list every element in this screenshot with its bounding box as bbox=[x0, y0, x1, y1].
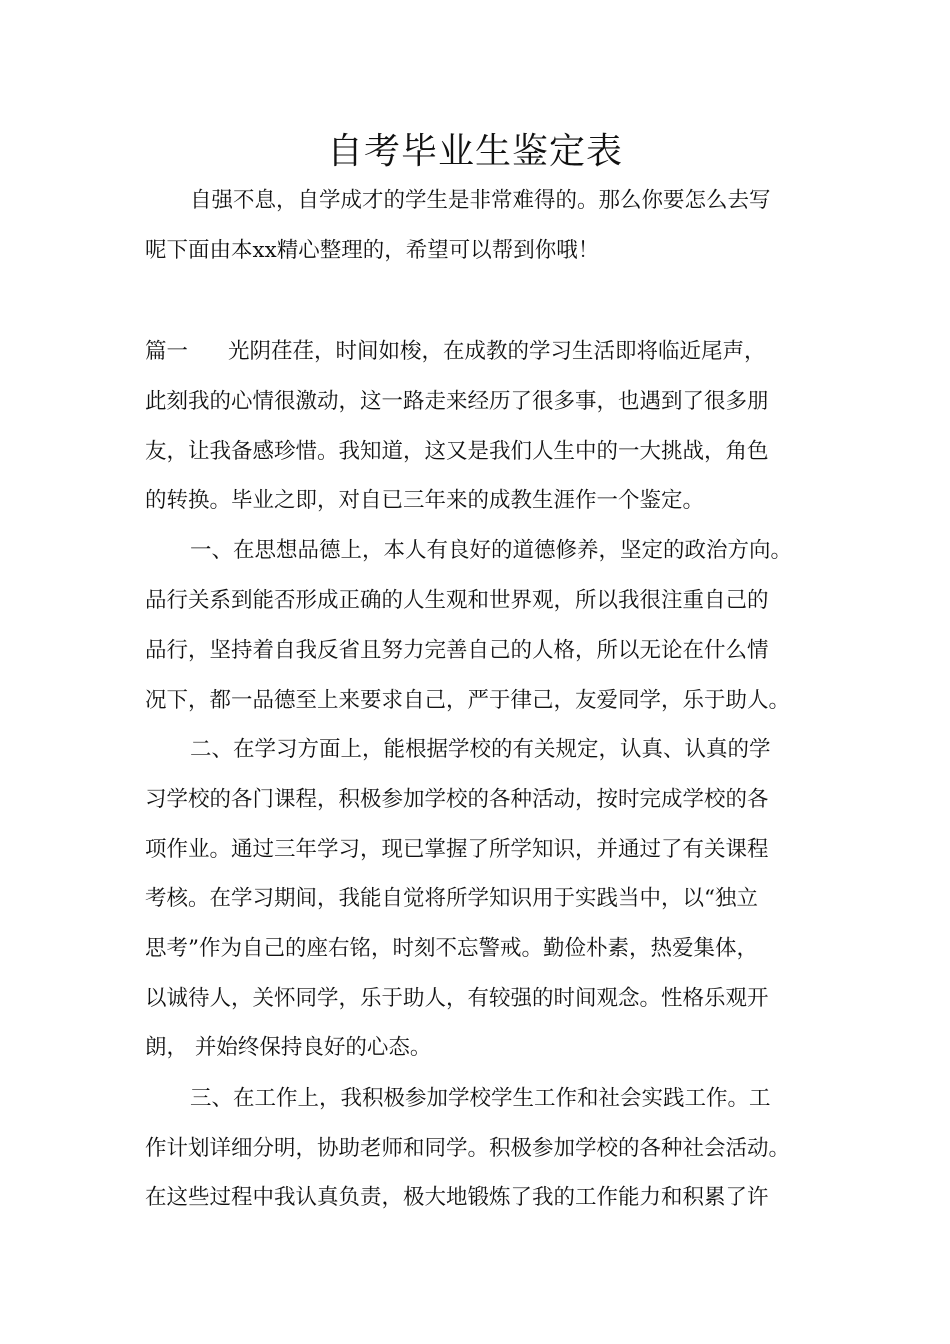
paragraph-1-line-4: 况下，都一品德至上来要求自己，严于律己，友爱同学，乐于助人。 bbox=[145, 688, 791, 713]
paragraph-3-line-2: 作计划详细分明，协助老师和同学。积极参加学校的各种社会活动。 bbox=[145, 1136, 791, 1161]
body-line-3: 的转换。毕业之即，对自已三年来的成教生涯作一个鉴定。 bbox=[145, 488, 705, 513]
intro-line-1: 自强不息，自学成才的学生是非常难得的。那么你要怎么去写 bbox=[190, 188, 771, 213]
paragraph-1-line-3: 品行，坚持着自我反省且努力完善自己的人格，所以无论在什么情 bbox=[145, 638, 769, 663]
section-label: 篇一 bbox=[145, 339, 189, 364]
intro-line-2: 呢下面由本xx精心整理的，希望可以帮到你哦！ bbox=[145, 238, 600, 263]
paragraph-2-line-1: 二、在学习方面上，能根据学校的有关规定，认真、认真的学 bbox=[190, 737, 771, 762]
body-line-1: 此刻我的心情很激动，这一路走来经历了很多事，也遇到了很多朋 bbox=[145, 389, 769, 414]
paragraph-3-line-1: 三、在工作上，我积极参加学校学生工作和社会实践工作。工 bbox=[190, 1086, 771, 1111]
paragraph-1-line-2: 品行关系到能否形成正确的人生观和世界观，所以我很注重自己的 bbox=[145, 588, 769, 613]
paragraph-3-line-3: 在这些过程中我认真负责，极大地锻炼了我的工作能力和积累了许 bbox=[145, 1185, 769, 1210]
paragraph-2-line-5: 思考”作为自己的座右铭，时刻不忘警戒。勤俭朴素，热爱集体， bbox=[145, 936, 758, 961]
paragraph-2-line-6: 以诚待人，关怀同学，乐于助人，有较强的时间观念。性格乐观开 bbox=[145, 986, 769, 1011]
paragraph-2-line-4: 考核。在学习期间，我能自觉将所学知识用于实践当中，以“独立 bbox=[145, 886, 758, 911]
paragraph-2-line-7: 朗， 并始终保持良好的心态。 bbox=[145, 1035, 432, 1060]
paragraph-2-line-2: 习学校的各门课程，积极参加学校的各种活动，按时完成学校的各 bbox=[145, 787, 769, 812]
paragraph-2-line-3: 项作业。通过三年学习，现已掌握了所学知识，并通过了有关课程 bbox=[145, 837, 769, 862]
section-heading-line bbox=[145, 337, 825, 367]
paragraph-1-line-1: 一、在思想品德上，本人有良好的道德修养，坚定的政治方向。 bbox=[190, 538, 793, 563]
document-title: 自考毕业生鉴定表 bbox=[326, 131, 623, 172]
section-first-text: 光阴荏荏，时间如梭，在成教的学习生活即将临近尾声， bbox=[228, 339, 766, 364]
body-line-2: 友，让我备感珍惜。我知道，这又是我们人生中的一大挑战，角色 bbox=[145, 439, 769, 464]
